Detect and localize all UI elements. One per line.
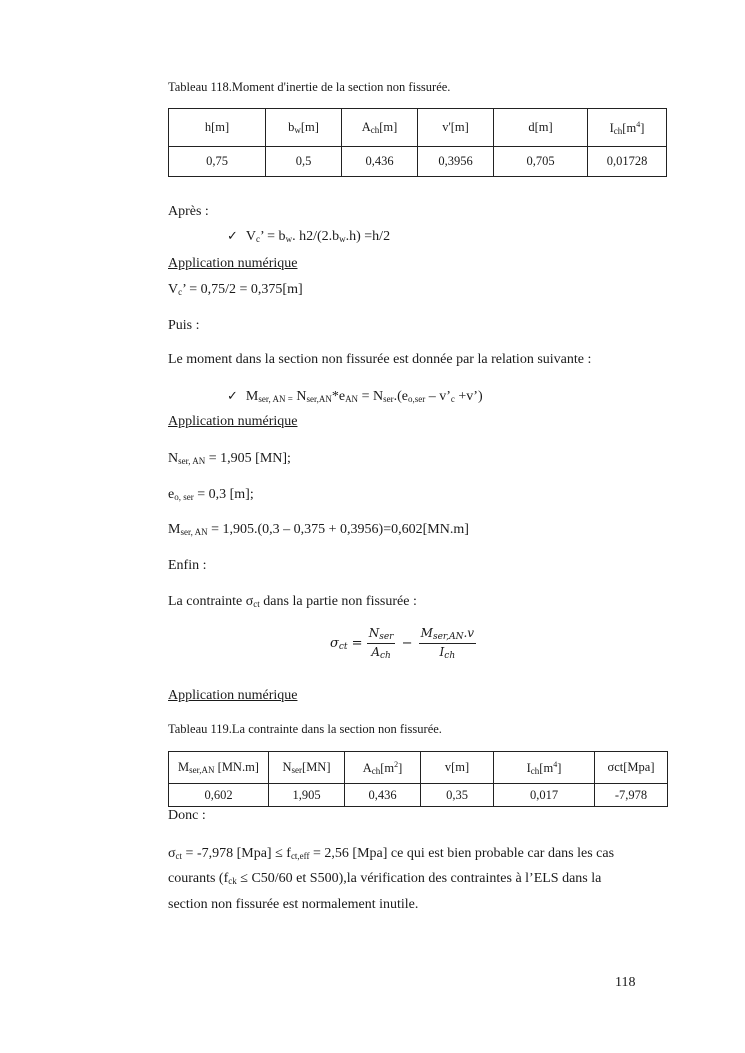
table-118-header-cell: $A_{ch}[m]$ xyxy=(342,109,418,147)
table-119-cell: 0,35 xyxy=(421,784,494,807)
table-118-header-cell: v'[m] xyxy=(418,109,494,147)
table-119-header-cell: $M_{ser,AN}$ [MN.m] xyxy=(169,752,269,784)
table-119-cell: 1,905 xyxy=(269,784,345,807)
donc-text: Donc : xyxy=(168,808,206,823)
mser-line: $M_{ser, AN} = 1,905.(0,3 - 0,375 + 0,3956)=0,602[MN.m]$ xyxy=(168,522,469,537)
table-119-header-cell: v[m] xyxy=(421,752,494,784)
fraction-n-over-a: $\frac{N_{ser}}{A_{ch}}$ xyxy=(368,626,394,661)
contrainte-sentence: La contrainte $\sigma_{ct}$ dans la partie non fissurée : xyxy=(168,594,417,609)
table-119-caption: Tableau 119.La contrainte dans la section non fissurée. xyxy=(168,722,442,736)
table-119-data-row xyxy=(169,784,668,807)
table-118-header-cell: d[m] xyxy=(494,109,588,147)
table-118-cell: 0,705 xyxy=(494,147,588,177)
application-numerique-heading: Application numérique xyxy=(168,688,298,703)
table-119-header-cell: $N_{ser}[MN]$ xyxy=(269,752,345,784)
table-119-header-cell: $I_{ch}[m^4]$ xyxy=(494,752,595,784)
table-118-header-row xyxy=(169,109,667,147)
moment-formula: ✓ $M_{ser, AN =}$ $N_{ser,AN}*e_{AN} = N_{ser}.(e_{o,ser}$ – $v’_c$ +v’) xyxy=(227,389,483,404)
checkmark-icon: ✓ xyxy=(227,389,238,404)
table-118-cell: 0,75 xyxy=(169,147,266,177)
table-119-header-row xyxy=(169,752,668,784)
table-118-cell: 0,436 xyxy=(342,147,418,177)
nser-line: $N_{ser, AN} = 1,905$ [MN]; xyxy=(168,451,291,466)
table-118-caption: Tableau 118.Moment d'inertie de la section non fissurée. xyxy=(168,80,451,94)
table-119 xyxy=(168,751,668,807)
table-119-cell: 0,602 xyxy=(169,784,269,807)
checkmark-icon: ✓ xyxy=(227,229,238,244)
table-118 xyxy=(168,108,667,177)
conclusion-line-3: section non fissurée est normalement inutile. xyxy=(168,897,419,912)
table-119-cell: 0,436 xyxy=(345,784,421,807)
page-number: 118 xyxy=(615,975,636,990)
table-119-header-cell: σct[Mpa] xyxy=(595,752,668,784)
table-118-header-cell: $b_w[m]$ xyxy=(266,109,342,147)
moment-sentence: Le moment dans la section non fissurée est donnée par la relation suivante : xyxy=(168,352,592,367)
vc-formula: ✓ $V_c$’ = $b_w$. $h2/(2.b_w.h) =h/2$ xyxy=(227,229,391,244)
puis-text: Puis : xyxy=(168,318,200,333)
table-119-cell: 0,017 xyxy=(494,784,595,807)
table-119-cell: -7,978 xyxy=(595,784,668,807)
fraction-m-over-i: $\frac{M_{ser,AN}.v}{I_{ch}}$ xyxy=(420,626,475,661)
table-119-header-cell: $A_{ch}[m^2]$ xyxy=(345,752,421,784)
apres-text: Après : xyxy=(168,204,209,219)
table-118-data-row xyxy=(169,147,667,177)
table-118-cell: 0,5 xyxy=(266,147,342,177)
application-numerique-heading: Application numérique xyxy=(168,414,298,429)
table-118-header-cell: $I_{ch}[m^4]$ xyxy=(588,109,667,147)
enfin-text: Enfin : xyxy=(168,558,207,573)
table-118-header-cell: h[m] xyxy=(169,109,266,147)
table-118-cell: 0,3956 xyxy=(418,147,494,177)
application-numerique-heading: Application numérique xyxy=(168,256,298,271)
sigma-equation: $\sigma_{ct}$ = $\frac{N_{ser}}{A_{ch}}$ − $\frac{M_{ser,AN}.v}{I_{ch}}$ xyxy=(330,626,475,661)
vc-value: $V_c$’ = 0,75/2 = 0,375[m] xyxy=(168,282,303,297)
table-118-cell: 0,01728 xyxy=(588,147,667,177)
conclusion-line-1: $\sigma_{ct} = -7,978$ $[Mpa] \le f_{ct,eff} = 2,56$ [Mpa] ce qui est bien probable car dans les cas xyxy=(168,846,615,861)
eo-line: $e_{o, ser} = 0,3$ [m]; xyxy=(168,487,254,502)
conclusion-line-2: courants ($f_{ck} \le C50/60$ et S500),la vérification des contraintes à l’ELS dans la xyxy=(168,871,602,886)
